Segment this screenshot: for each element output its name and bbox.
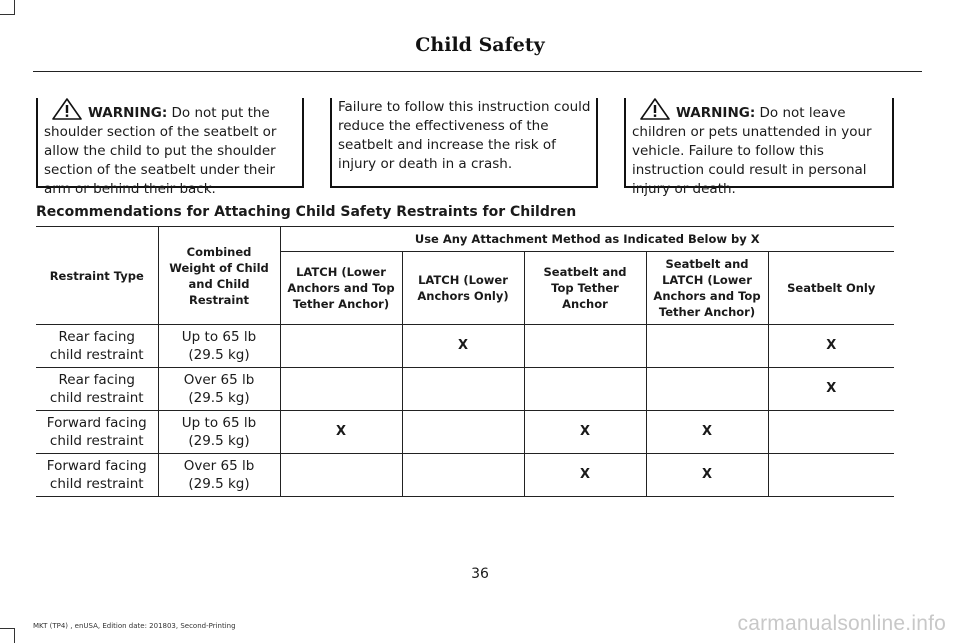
cell-mark: X	[768, 368, 894, 411]
cell-mark	[646, 368, 768, 411]
watermark: carmanualsonline.info	[737, 612, 946, 635]
cell-mark	[402, 454, 524, 497]
warning-label: WARNING:	[88, 105, 168, 121]
cell-mark	[524, 368, 646, 411]
edition-footer: MKT (TP4) , enUSA, Edition date: 201803, Second-Printing	[33, 622, 236, 630]
cell-weight: Up to 65 lb (29.5 kg)	[158, 325, 280, 368]
cell-mark: X	[402, 325, 524, 368]
header-attachment-method-group: Use Any Attachment Method as Indicated Below by X	[280, 227, 894, 252]
cell-restraint-type: Rear facing child restraint	[36, 368, 158, 411]
section-heading: Recommendations for Attaching Child Safety Restraints for Children	[36, 204, 577, 220]
warning-box-unattended	[624, 98, 894, 197]
header-combined-weight: Combined Weight of Child and Child Restraint	[158, 227, 280, 325]
table-row	[36, 411, 894, 454]
cell-mark	[280, 325, 402, 368]
warning-triangle-icon	[640, 98, 670, 120]
cell-mark: X	[646, 454, 768, 497]
cell-mark: X	[524, 454, 646, 497]
header-method-seatbelt-only: Seatbelt Only	[768, 252, 894, 325]
cell-mark	[402, 411, 524, 454]
cell-weight: Up to 65 lb (29.5 kg)	[158, 411, 280, 454]
cell-mark	[402, 368, 524, 411]
table-row	[36, 454, 894, 497]
cell-mark	[280, 368, 402, 411]
cell-mark: X	[768, 325, 894, 368]
header-method-seatbelt-tether: Seatbelt and Top Tether Anchor	[524, 252, 646, 325]
warning-triangle-icon	[52, 98, 82, 120]
cell-weight: Over 65 lb (29.5 kg)	[158, 368, 280, 411]
cell-mark	[646, 325, 768, 368]
page-title: Child Safety	[415, 34, 545, 56]
warning-label: WARNING:	[676, 105, 756, 121]
warning-text: Do not put the shoulder section of the seatbelt or allow the child to put the shoulder section of the seatbelt under their arm or behind their back.	[44, 105, 277, 197]
cell-mark	[768, 411, 894, 454]
table-row	[36, 325, 894, 368]
cell-weight: Over 65 lb (29.5 kg)	[158, 454, 280, 497]
warning-text: Do not leave children or pets unattended in your vehicle. Failure to follow this instruction could result in personal injury or death.	[632, 105, 872, 197]
cell-mark: X	[646, 411, 768, 454]
header-restraint-type: Restraint Type	[36, 227, 158, 325]
cell-mark	[524, 325, 646, 368]
restraint-recommendation-table	[36, 226, 894, 497]
crop-mark-top-left	[0, 0, 15, 15]
page-number: 36	[471, 566, 489, 582]
header-method-seatbelt-latch: Seatbelt and LATCH (Lower Anchors and Top Tether Anchor)	[646, 252, 768, 325]
cell-mark: X	[524, 411, 646, 454]
header-method-latch-lower: LATCH (Lower Anchors Only)	[402, 252, 524, 325]
warning-text: Failure to follow this instruction could reduce the effectiveness of the seatbelt and increase the risk of injury or death in a crash.	[338, 99, 591, 172]
cell-restraint-type: Forward facing child restraint	[36, 411, 158, 454]
crop-mark-bottom-left	[0, 628, 15, 643]
header-method-latch-full: LATCH (Lower Anchors and Top Tether Anchor)	[280, 252, 402, 325]
cell-restraint-type: Rear facing child restraint	[36, 325, 158, 368]
cell-restraint-type: Forward facing child restraint	[36, 454, 158, 497]
table-row	[36, 368, 894, 411]
cell-mark	[768, 454, 894, 497]
header-divider	[33, 71, 922, 72]
warning-box-shoulder-belt	[36, 98, 304, 197]
warning-box-consequence	[330, 98, 598, 188]
cell-mark: X	[280, 411, 402, 454]
cell-mark	[280, 454, 402, 497]
